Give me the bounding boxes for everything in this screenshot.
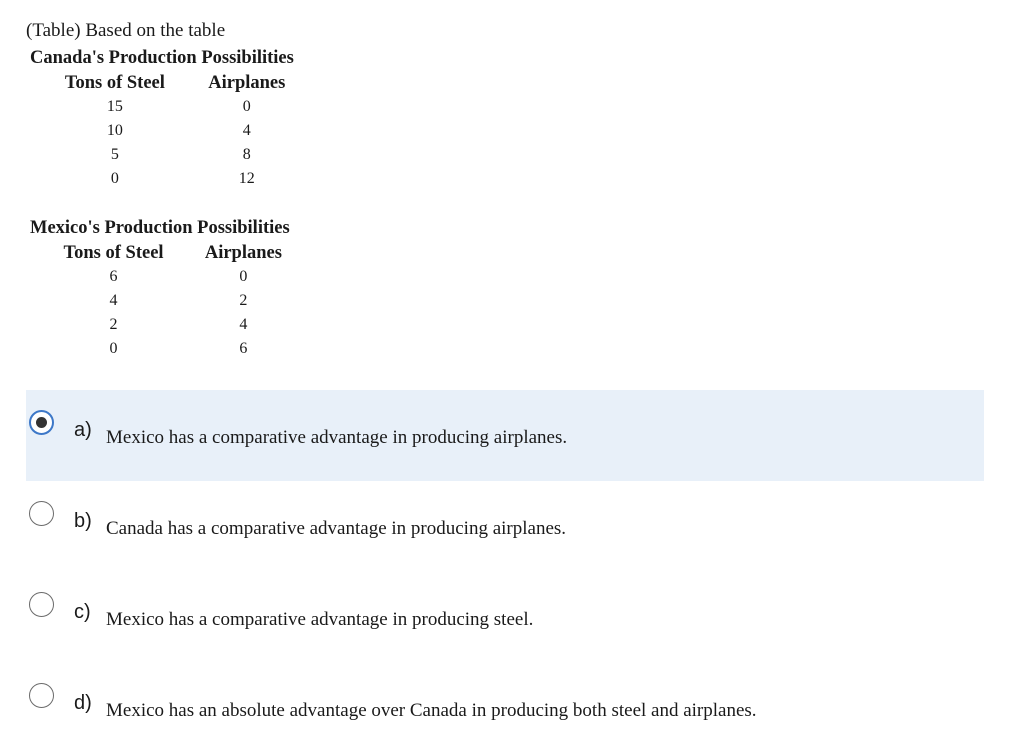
mexico-airplanes-cell: 2	[239, 292, 248, 309]
table-row	[30, 265, 290, 289]
option-letter-b: b)	[74, 510, 92, 532]
answer-option-c[interactable]	[26, 572, 984, 663]
radio-button-d[interactable]	[29, 683, 54, 708]
mexico-header-airplanes: Airplanes	[204, 243, 282, 263]
canada-production-table	[30, 45, 294, 191]
mexico-steel-cell: 2	[109, 316, 118, 333]
canada-steel-cell: 10	[106, 122, 123, 139]
answer-option-a[interactable]	[26, 390, 984, 481]
option-text-c[interactable]: Mexico has a comparative advantage in producing steel.	[106, 609, 534, 630]
question-prompt: (Table) Based on the table	[26, 20, 226, 41]
mexico-table-title: Mexico's Production Possibilities	[30, 218, 290, 238]
mexico-header-steel: Tons of Steel	[63, 243, 164, 263]
option-text-b[interactable]: Canada has a comparative advantage in producing airplanes.	[106, 518, 567, 539]
radio-button-a[interactable]	[29, 410, 54, 435]
table-row	[30, 119, 294, 143]
mexico-steel-cell: 6	[109, 268, 118, 285]
answer-option-b[interactable]	[26, 481, 984, 572]
option-letter-c: c)	[74, 601, 91, 623]
canada-header-airplanes: Airplanes	[208, 73, 286, 93]
table-row	[30, 313, 290, 337]
table-row	[30, 337, 290, 361]
mexico-production-table	[30, 215, 290, 361]
table-row	[30, 143, 294, 167]
option-text-d[interactable]: Mexico has an absolute advantage over Canada in producing both steel and airplanes.	[106, 700, 757, 721]
mexico-steel-cell: 4	[109, 292, 118, 309]
mexico-airplanes-cell: 4	[239, 316, 248, 333]
answer-options	[26, 390, 984, 754]
canada-airplanes-cell: 12	[238, 170, 255, 187]
option-letter-d: d)	[74, 692, 92, 714]
option-text-a[interactable]: Mexico has a comparative advantage in producing airplanes.	[106, 427, 568, 448]
radio-button-c[interactable]	[29, 592, 54, 617]
table-row	[30, 95, 294, 119]
canada-header-steel: Tons of Steel	[64, 73, 165, 93]
question-block	[26, 19, 294, 361]
canada-steel-cell: 0	[110, 170, 119, 187]
canada-steel-cell: 15	[106, 98, 123, 115]
mexico-steel-cell: 0	[109, 340, 118, 357]
canada-airplanes-cell: 0	[242, 98, 251, 115]
mexico-airplanes-cell: 6	[239, 340, 248, 357]
canada-airplanes-cell: 8	[242, 146, 251, 163]
canada-airplanes-cell: 4	[242, 122, 251, 139]
canada-steel-cell: 5	[110, 146, 119, 163]
mexico-airplanes-cell: 0	[239, 268, 248, 285]
answer-option-d[interactable]	[26, 663, 984, 754]
radio-button-b[interactable]	[29, 501, 54, 526]
canada-table-title: Canada's Production Possibilities	[30, 48, 294, 68]
table-row	[30, 167, 294, 191]
table-row	[30, 289, 290, 313]
option-letter-a: a)	[74, 419, 92, 441]
